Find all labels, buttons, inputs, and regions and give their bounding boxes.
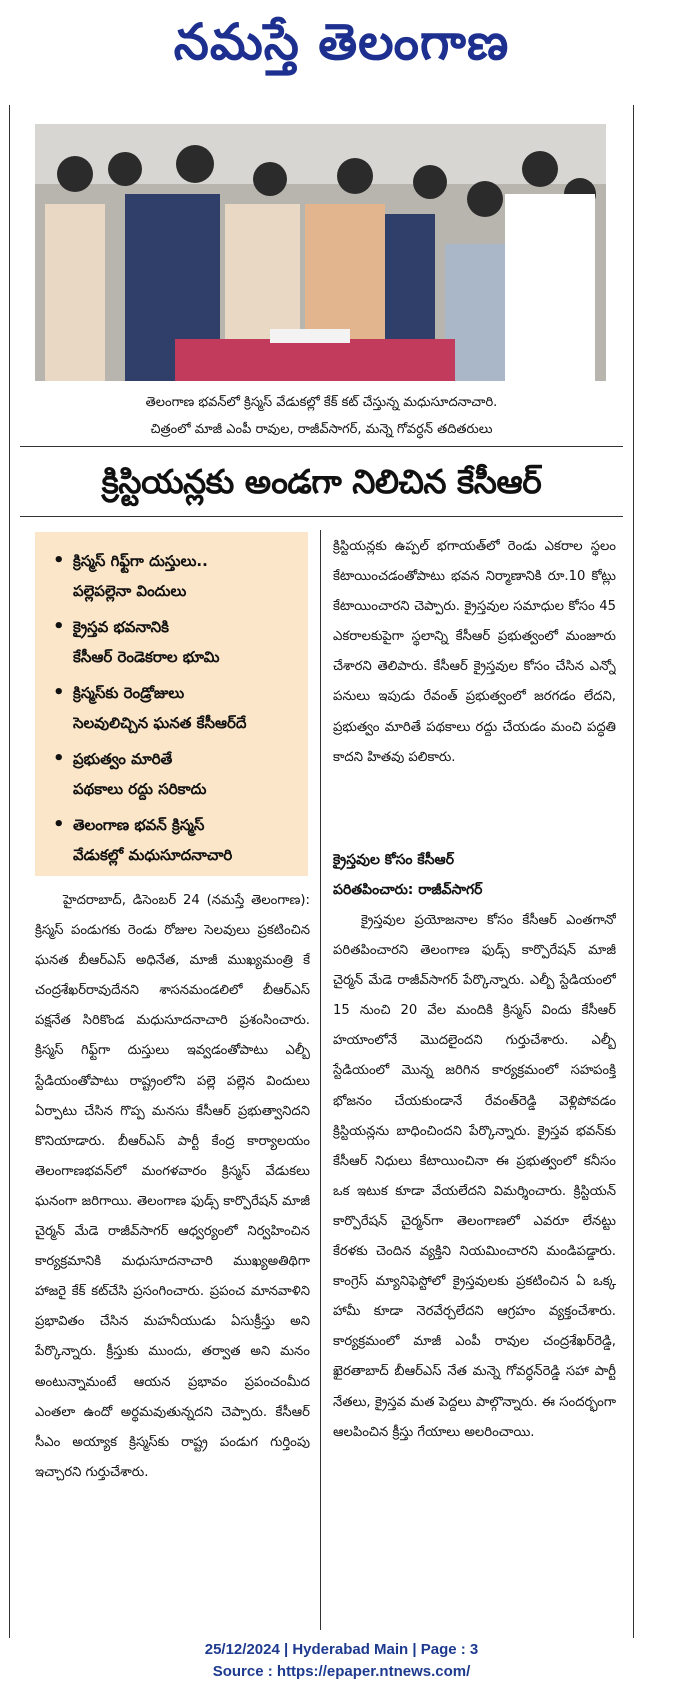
article-subheading [333, 845, 616, 905]
footer-edition-info: 25/12/2024 | Hyderabad Main | Page : 3 [204, 1641, 479, 1658]
highlights-box [35, 532, 308, 876]
footer-source: Source : https://epaper.ntnews.com/ [212, 1663, 471, 1680]
highlight-text: • ప్రభుత్వం మారితే [73, 750, 173, 768]
highlight-item [53, 810, 298, 870]
divider [20, 516, 623, 517]
news-photo-illustration [35, 124, 606, 381]
article-paragraph: క్రైస్తవుల ప్రయోజనాల కోసం కేసీఆర్ ఎంతగానో పరితపించారని తెలంగాణ ఫుడ్స్ కార్పొరేషన్ మాజీ చైర్మన్ మేడె రాజీవ్‌సాగర్ పేర్కొన్నారు. ఎల్బీ స్టేడియంలో 15 నుంచి 20 వేల మందికి క్రిస్మస్ విందు కేసీఆర్ హయాంలోనే మొదలైందని గుర్తుచేశారు. ఎల్బీ స్టేడియంలో మొన్న జరిగిన కార్యక్రమంలో సహపంక్తి భోజనం చేయకుండానే రేవంత్‌రెడ్డి వెళ్లిపోవడం క్రిస్టియన్లను బాధించిందని పేర్కొన్నారు. క్రైస్తవ భవన్‌కు కేసీఆర్ నిధులు కేటాయించినా ఈ ప్రభుత్వంలో కనీసం ఒక ఇటుక కూడా వేయలేదని విమర్శించారు. క్రిస్టియన్ కార్పొరేషన్ చైర్మన్‌గా తెలంగాణలో ఎవరూ లేనట్టు కేరళకు చెందిన వ్యక్తిని నియమించారని మండిపడ్డారు. కాంగ్రెస్ మ్యానిఫెస్టోలో క్రైస్తవులకు ప్రకటించిన ఏ ఒక్క హామీ కూడా నెరవేర్చలేదని ఆగ్రహం వ్యక్తంచేశారు. కార్యక్రమంలో మాజీ ఎంపీ రావుల చంద్రశేఖర్‌రెడ్డి, ఖైరతాబాద్ బీఆర్‌ఎస్ నేత మన్నె గోవర్ధన్‌రెడ్డి సహా పార్టీ నేతలు, క్రైస్తవ మత పెద్దలు పాల్గొన్నారు. ఈ సందర్భంగా ఆలపించిన క్రీస్తు గేయాలు అలరించాయి. [333, 913, 616, 1440]
news-photo [35, 124, 606, 381]
highlight-item [53, 546, 298, 606]
masthead-title: నమస్తే తెలంగాణ [173, 12, 510, 71]
highlight-text: వేడుకల్లో మధుసూదనాచారి [73, 846, 233, 864]
masthead [0, 0, 683, 96]
highlight-text: • క్రైస్తవ భవనానికి [73, 618, 169, 636]
article-right-column-bottom [333, 906, 616, 1626]
highlight-text: • తెలంగాణ భవన్ క్రిస్మస్ [73, 816, 205, 834]
highlight-text: కేసీఆర్ రెండెకరాల భూమి [73, 648, 220, 666]
column-divider [320, 530, 321, 1630]
highlight-item [53, 678, 298, 738]
article-left-column [35, 886, 310, 1626]
article-right-column-top [333, 532, 616, 834]
highlight-text: పథకాలు రద్దు సరికాదు [73, 780, 207, 798]
photo-caption-line1: తెలంగాణ భవన్‌లో క్రిస్మస్ వేడుకల్లో కేక్ కట్ చేస్తున్న మధుసూదనాచారి. [145, 395, 498, 410]
headline: క్రిస్టియన్లకు అండగా నిలిచిన కేసీఆర్ [101, 462, 542, 501]
article-paragraph: క్రిస్టియన్లకు ఉప్పల్ భగాయత్‌లో రెండు ఎకరాల స్థలం కేటాయించడంతోపాటు భవన నిర్మాణానికి రూ.10 కోట్లు కేటాయించారని చెప్పారు. క్రైస్తవుల సమాధుల కోసం 45 ఎకరాలకుపైగా స్థలాన్ని కేసీఆర్ ప్రభుత్వంలో మంజూరు చేశారని తెలిపారు. కేసీఆర్ క్రైస్తవుల కోసం చేసిన ఎన్నో పనులు ఇపుడు రేవంత్ ప్రభుత్వంలో జరగడం లేదని, ప్రభుత్వం మారితే పథకాలు రద్దు చేయడం మంచి పద్ధతి కాదని హితవు పలికారు. [333, 539, 616, 765]
highlight-text: సెలవులిచ్చిన ఘనత కేసీఆర్‌దే [73, 714, 247, 732]
highlight-item [53, 744, 298, 804]
highlight-text: పల్లెపల్లెనా విందులు [73, 582, 187, 600]
highlight-item [53, 612, 298, 672]
subheading-line2: పరితపించారు: రాజీవ్‌సాగర్ [333, 882, 483, 898]
divider [20, 446, 623, 447]
highlight-text: • క్రిస్మస్‌కు రెండ్రోజులు [73, 684, 185, 702]
article-paragraph: హైదరాబాద్, డిసెంబర్ 24 (నమస్తే తెలంగాణ): క్రిస్మస్ పండుగకు రెండు రోజుల సెలవులు ప్రకటించిన ఘనత బీఆర్‌ఎస్ అధినేత, మాజీ ముఖ్యమంత్రి కే చంద్రశేఖర్‌రావుదేనని శాసనమండలిలో బీఆర్‌ఎస్ పక్షనేత సిరికొండ మధుసూదనాచారి ప్రశంసించారు. క్రిస్మస్ గిఫ్ట్‌గా దుస్తులు ఇవ్వడంతోపాటు ఎల్బీ స్టేడియంతోపాటు రాష్ట్రంలోని పల్లె పల్లెన విందులు ఏర్పాటు చేసిన గొప్ప మనసు కేసీఆర్ ప్రభుత్వానిదని కొనియాడారు. బీఆర్‌ఎస్ పార్టీ కేంద్ర కార్యాలయం తెలంగాణభవన్‌లో మంగళవారం క్రిస్మస్ వేడుకలు ఘనంగా జరిగాయి. తెలంగాణ ఫుడ్స్ కార్పొరేషన్ మాజీ చైర్మన్ మేడె రాజీవ్‌సాగర్ ఆధ్వర్యంలో నిర్వహించిన కార్యక్రమానికి మధుసూదనాచారి ముఖ్యఅతిథిగా హాజరై కేక్ కట్‌చేసి ప్రసంగించారు. ప్రపంచ మానవాళిని ప్రభావితం చేసిన మహనీయుడు ఏసుక్రీస్తు అని పేర్కొన్నారు. క్రీస్తుకు ముందు, తర్వాత అని మనం అంటున్నామంటే ఆయన ప్రభావం ప్రపంచంమీద ఎంతలా ఉందో అర్థమవుతున్నదని చెప్పారు. కేసీఆర్ సీఎం అయ్యాక క్రిస్మస్‌కు రాష్ట్ర పండుగ గుర్తింపు ఇచ్చారని గుర్తుచేశారు. [35, 893, 310, 1480]
highlight-text: • క్రిస్మస్ గిఫ్ట్‌గా దుస్తులు.. [73, 552, 208, 570]
photo-caption-line2: చిత్రంలో మాజీ ఎంపీ రావుల, రాజీవ్‌సాగర్, మన్నె గోవర్ధన్ తదితరులు [150, 422, 493, 437]
subheading-line1: క్రైస్తవుల కోసం కేసీఆర్ [333, 852, 455, 868]
